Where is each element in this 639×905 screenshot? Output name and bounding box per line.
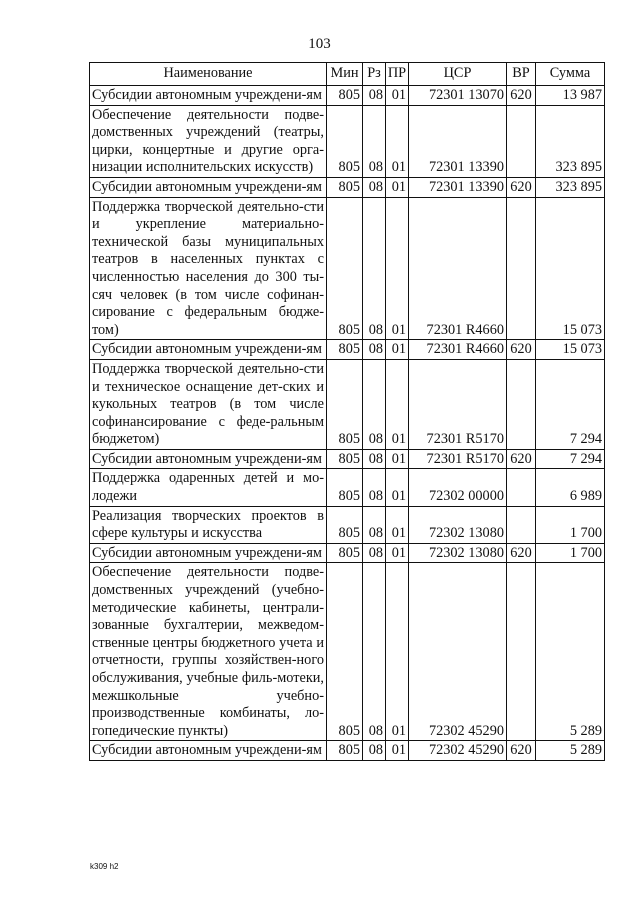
table-header-row [90, 63, 605, 86]
cell-min: 805 [327, 506, 363, 543]
cell-csr: 72301 13070 [409, 86, 507, 106]
cell-csr: 72301 R4660 [409, 197, 507, 340]
cell-rz: 08 [363, 506, 386, 543]
cell-min: 805 [327, 543, 363, 563]
cell-pr: 01 [386, 741, 409, 761]
cell-sum: 13 987 [536, 86, 605, 106]
cell-csr: 72302 00000 [409, 469, 507, 506]
cell-sum: 7 294 [536, 449, 605, 469]
cell-vr: 620 [507, 543, 536, 563]
cell-csr: 72302 13080 [409, 543, 507, 563]
cell-rz: 08 [363, 359, 386, 449]
cell-pr: 01 [386, 177, 409, 197]
cell-rz: 08 [363, 177, 386, 197]
table-row [90, 359, 605, 449]
cell-sum: 323 895 [536, 105, 605, 177]
cell-name: Субсидии автономным учреждени-ям [90, 340, 327, 360]
cell-csr: 72301 R4660 [409, 340, 507, 360]
page-number: 103 [308, 36, 331, 52]
cell-min: 805 [327, 340, 363, 360]
cell-name: Обеспечение деятельности подве-домственных учреждений (учебно-методические кабинеты, централи-зованные бухгалтерии, межведом-ственные центры бюджетного учета и отчетности, группы хозяйствен-ного обслуживания, учебные филь-мотеки, межшкольные учебно-производственные комбинаты, ло-гопедические пункты) [90, 563, 327, 741]
cell-vr: 620 [507, 177, 536, 197]
cell-name: Реализация творческих проектов в сфере культуры и искусства [90, 506, 327, 543]
header-rz: Рз [363, 63, 386, 86]
table-row [90, 197, 605, 340]
cell-sum: 7 294 [536, 359, 605, 449]
table-row [90, 469, 605, 506]
cell-pr: 01 [386, 469, 409, 506]
cell-vr [507, 197, 536, 340]
cell-name: Обеспечение деятельности подве-домственных учреждений (театры, цирки, концертные и другие орга-низации исполнительских искусств) [90, 105, 327, 177]
cell-sum: 15 073 [536, 197, 605, 340]
table-row [90, 340, 605, 360]
cell-rz: 08 [363, 449, 386, 469]
cell-vr: 620 [507, 741, 536, 761]
cell-csr: 72301 R5170 [409, 359, 507, 449]
cell-pr: 01 [386, 543, 409, 563]
header-name: Наименование [90, 63, 327, 86]
cell-name: Субсидии автономным учреждени-ям [90, 177, 327, 197]
cell-name: Поддержка одаренных детей и мо-лодежи [90, 469, 327, 506]
table-row [90, 741, 605, 761]
cell-csr: 72301 13390 [409, 105, 507, 177]
cell-pr: 01 [386, 359, 409, 449]
cell-min: 805 [327, 86, 363, 106]
cell-pr: 01 [386, 563, 409, 741]
header-csr: ЦСР [409, 63, 507, 86]
cell-csr: 72302 13080 [409, 506, 507, 543]
table-row [90, 105, 605, 177]
cell-sum: 5 289 [536, 741, 605, 761]
cell-vr [507, 563, 536, 741]
cell-rz: 08 [363, 197, 386, 340]
cell-min: 805 [327, 359, 363, 449]
cell-rz: 08 [363, 340, 386, 360]
cell-pr: 01 [386, 340, 409, 360]
cell-sum: 15 073 [536, 340, 605, 360]
table-body [90, 86, 605, 761]
header-min: Мин [327, 63, 363, 86]
cell-name: Субсидии автономным учреждени-ям [90, 741, 327, 761]
table-row [90, 506, 605, 543]
cell-sum: 5 289 [536, 563, 605, 741]
table-row [90, 449, 605, 469]
budget-table [89, 62, 605, 761]
cell-min: 805 [327, 449, 363, 469]
cell-pr: 01 [386, 506, 409, 543]
cell-csr: 72301 R5170 [409, 449, 507, 469]
cell-sum: 6 989 [536, 469, 605, 506]
cell-rz: 08 [363, 741, 386, 761]
cell-min: 805 [327, 563, 363, 741]
table-row [90, 86, 605, 106]
cell-rz: 08 [363, 105, 386, 177]
cell-min: 805 [327, 177, 363, 197]
header-pr: ПР [386, 63, 409, 86]
cell-min: 805 [327, 197, 363, 340]
cell-csr: 72301 13390 [409, 177, 507, 197]
cell-vr [507, 506, 536, 543]
cell-vr [507, 105, 536, 177]
cell-rz: 08 [363, 543, 386, 563]
cell-pr: 01 [386, 197, 409, 340]
cell-vr: 620 [507, 340, 536, 360]
cell-rz: 08 [363, 563, 386, 741]
cell-pr: 01 [386, 449, 409, 469]
cell-name: Субсидии автономным учреждени-ям [90, 86, 327, 106]
cell-vr [507, 359, 536, 449]
cell-sum: 1 700 [536, 506, 605, 543]
cell-rz: 08 [363, 469, 386, 506]
cell-vr [507, 469, 536, 506]
cell-csr: 72302 45290 [409, 741, 507, 761]
cell-min: 805 [327, 741, 363, 761]
cell-min: 805 [327, 105, 363, 177]
cell-sum: 1 700 [536, 543, 605, 563]
cell-min: 805 [327, 469, 363, 506]
footer-code: k309 h2 [90, 862, 119, 871]
cell-pr: 01 [386, 86, 409, 106]
cell-name: Субсидии автономным учреждени-ям [90, 449, 327, 469]
header-sum: Сумма [536, 63, 605, 86]
cell-name: Субсидии автономным учреждени-ям [90, 543, 327, 563]
table-row [90, 563, 605, 741]
cell-vr: 620 [507, 86, 536, 106]
cell-sum: 323 895 [536, 177, 605, 197]
header-vr: ВР [507, 63, 536, 86]
cell-csr: 72302 45290 [409, 563, 507, 741]
cell-name: Поддержка творческой деятельно-сти и укрепление материально-технической базы муниципальных театров в населенных пунктах с численностью населения до 300 ты-сяч человек (в том числе софинан-сирование с федеральным бюдже-том) [90, 197, 327, 340]
table-row [90, 543, 605, 563]
cell-pr: 01 [386, 105, 409, 177]
cell-vr: 620 [507, 449, 536, 469]
cell-name: Поддержка творческой деятельно-сти и техническое оснащение дет-ских и кукольных театров (в том числе софинансирование с феде-ральным бюджетом) [90, 359, 327, 449]
table-row [90, 177, 605, 197]
cell-rz: 08 [363, 86, 386, 106]
